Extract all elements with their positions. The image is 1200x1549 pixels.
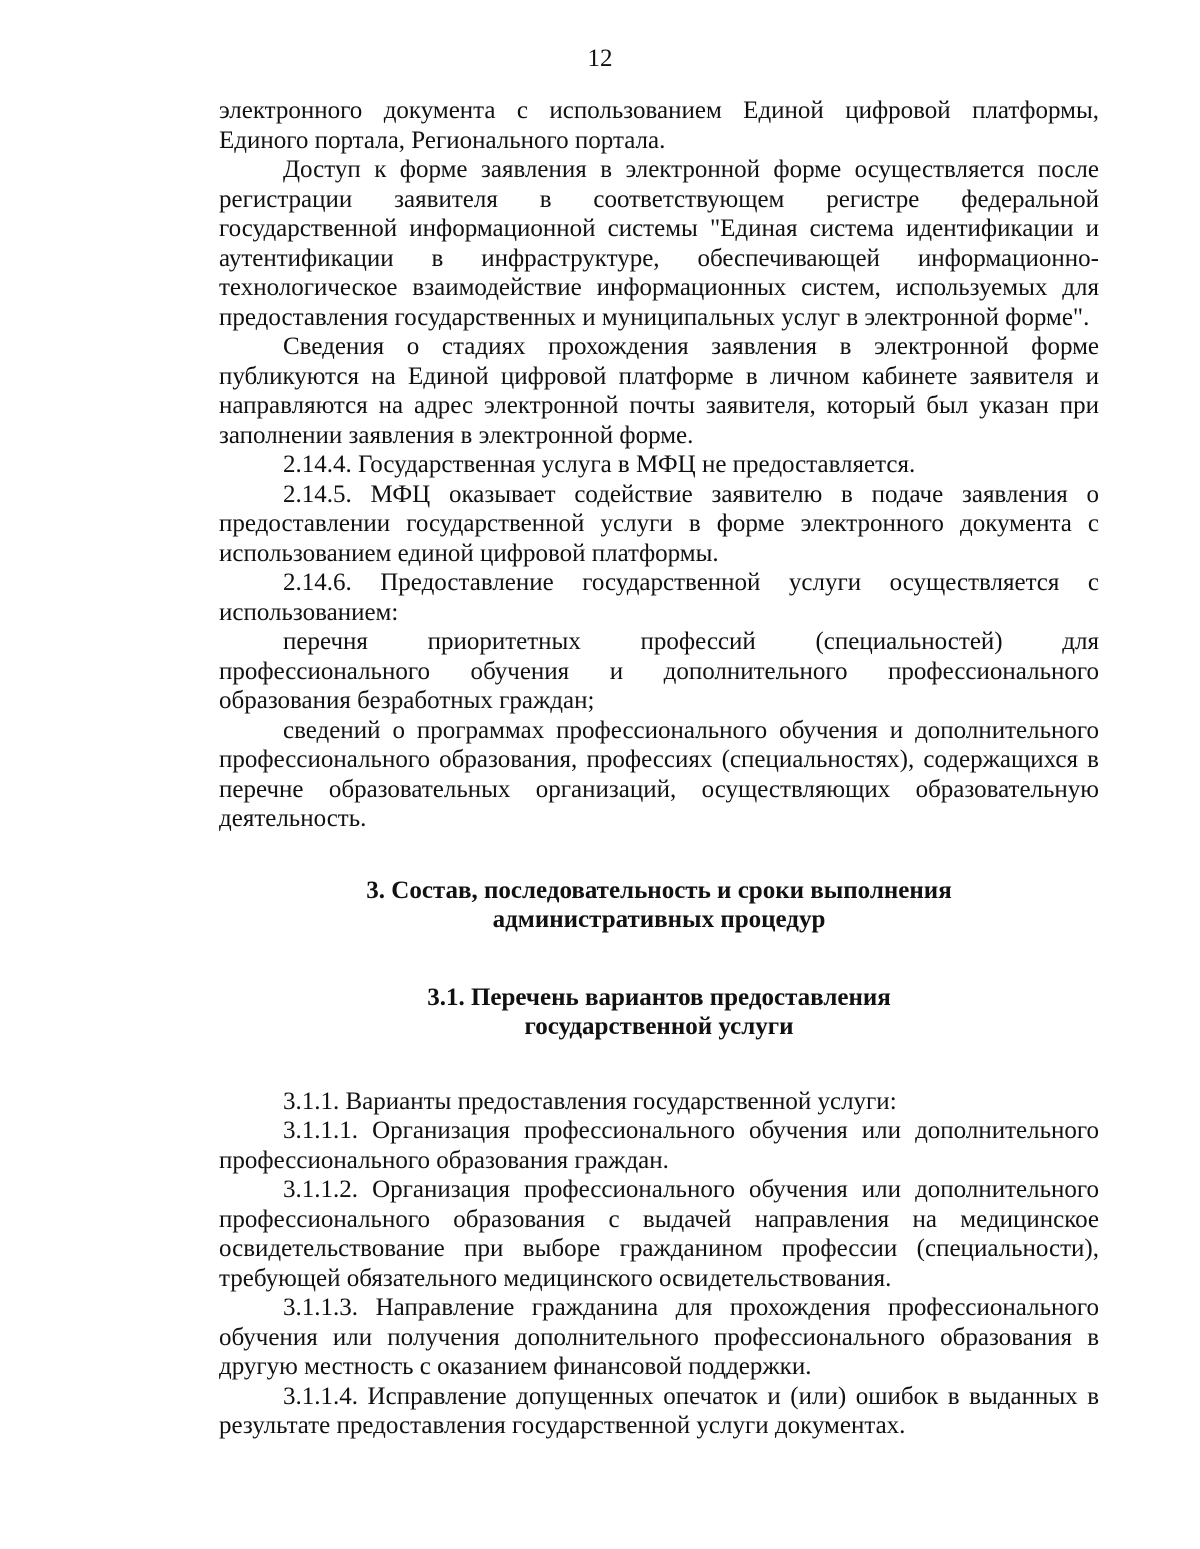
paragraph: сведений о программах профессионального обучения и дополнительного профессионального образования, профессиях (специальностях), содержащихся в перечне образовательных организаций, осуществляющих образовательную деятельность. xyxy=(219,716,1099,832)
paragraph: 2.14.4. Государственная услуга в МФЦ не предоставляется. xyxy=(283,451,916,478)
paragraph: Сведения о стадиях прохождения заявления в электронной форме публикуются на Единой цифровой платформе в личном кабинете заявителя и направляются на адрес электронной почты заявителя, который был указан при заполнении заявления в электронной форме. xyxy=(219,333,1099,449)
document-body xyxy=(219,96,1099,1441)
paragraph: 3.1.1.2. Организация профессионального обучения или дополнительного профессионального образования с выдачей направления на медицинское освидетельствование при выборе гражданином профессии (специальности), требующей обязательного медицинского освидетельствования. xyxy=(219,1176,1099,1292)
section-heading-line: административных процедур xyxy=(492,906,826,933)
section-heading xyxy=(219,876,1099,935)
paragraphs-bottom xyxy=(219,1087,1099,1441)
subsection-heading xyxy=(219,983,1099,1042)
paragraph: 3.1.1.1. Организация профессионального обучения или дополнительного профессионального образования граждан. xyxy=(219,1117,1099,1174)
paragraph: Доступ к форме заявления в электронной форме осуществляется после регистрации заявителя в соответствующем регистре федеральной государственной информационной системы "Единая система идентификации и аутентификации в инфраструктуре, обеспечивающей информационно-технологическое взаимодействие информационных систем, используемых для предоставления государственных и муниципальных услуг в электронной форме". xyxy=(219,156,1099,331)
subsection-heading-line: государственной услуги xyxy=(524,1013,794,1040)
paragraph: перечня приоритетных профессий (специальностей) для профессионального обучения и дополнительного профессионального образования безработных граждан; xyxy=(219,628,1099,714)
page-number: 12 xyxy=(587,45,613,72)
paragraph: 3.1.1.4. Исправление допущенных опечаток и (или) ошибок в выданных в результате предоставления государственной услуги документах. xyxy=(219,1382,1099,1439)
paragraph: 3.1.1. Варианты предоставления государственной услуги: xyxy=(283,1087,897,1115)
paragraph: 2.14.6. Предоставление государственной услуги осуществляется с использованием: xyxy=(219,569,1099,626)
paragraph: 2.14.5. МФЦ оказывает содействие заявителю в подаче заявления о предоставлении государственной услуги в форме электронного документа с использованием единой цифровой платформы. xyxy=(219,480,1099,567)
paragraphs-top xyxy=(219,96,1099,834)
paragraph: 3.1.1.3. Направление гражданина для прохождения профессионального обучения или получения дополнительного профессионального образования в другую местность с оказанием финансовой поддержки. xyxy=(219,1294,1099,1380)
section-heading-line: 3. Состав, последовательность и сроки выполнения xyxy=(366,876,952,904)
paragraph: электронного документа с использованием Единой цифровой платформы, Единого портала, Регионального портала. xyxy=(219,97,1099,154)
subsection-heading-line: 3.1. Перечень вариантов предоставления xyxy=(427,983,891,1011)
